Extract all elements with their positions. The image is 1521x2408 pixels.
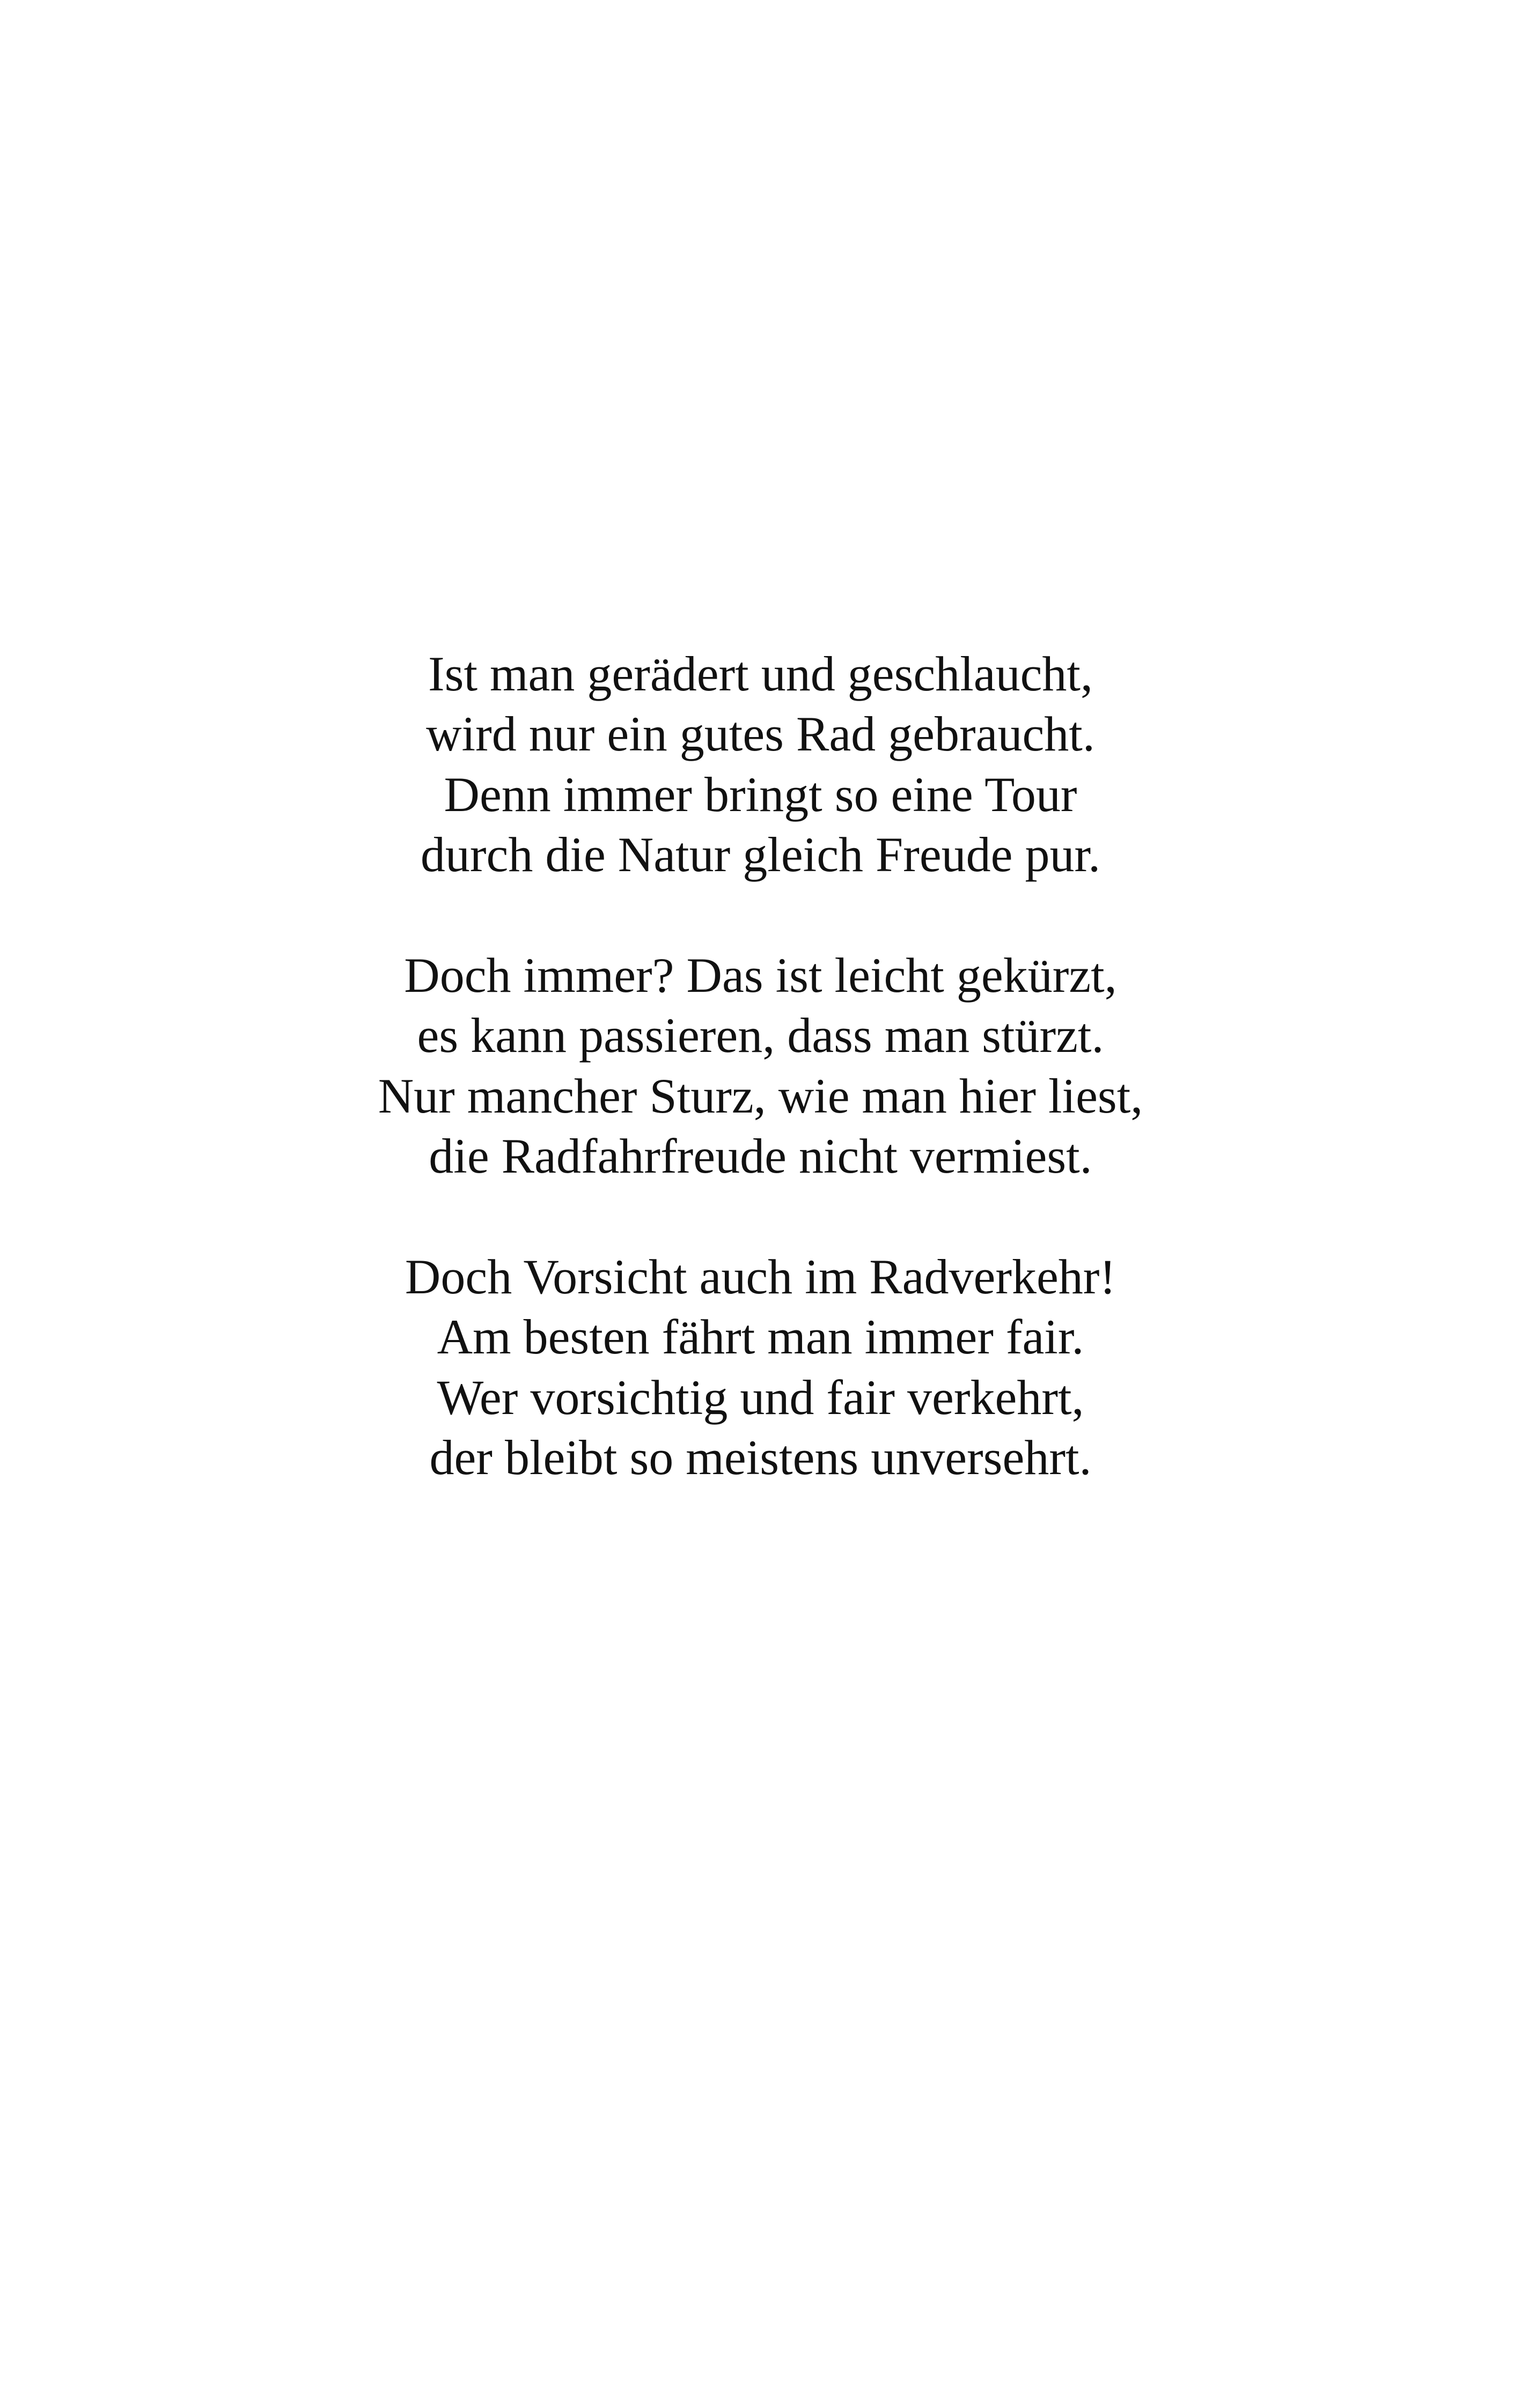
poem-line: die Radfahrfreude nicht vermiest. (429, 1129, 1092, 1184)
poem-line: Ist man gerädert und geschlaucht, (428, 646, 1093, 701)
poem-line: es kann passieren, dass man stürzt. (417, 1008, 1104, 1063)
poem-line: Am besten fährt man immer fair. (437, 1309, 1084, 1365)
stanza-1 (0, 644, 1521, 885)
poem-line: Nur mancher Sturz, wie man hier liest, (378, 1068, 1143, 1123)
poem-line: Wer vorsichtig und fair verkehrt, (437, 1369, 1084, 1425)
poem-line: der bleibt so meistens unversehrt. (429, 1430, 1092, 1485)
poem-line: durch die Natur gleich Freude pur. (420, 827, 1101, 882)
stanza-3 (0, 1247, 1521, 1488)
poem-line: wird nur ein gutes Rad gebraucht. (426, 706, 1095, 762)
stanza-2 (0, 945, 1521, 1187)
poem-line: Denn immer bringt so eine Tour (444, 767, 1077, 822)
poem-line: Doch immer? Das ist leicht gekürzt, (404, 948, 1117, 1003)
poem-line: Doch Vorsicht auch im Radverkehr! (405, 1249, 1116, 1305)
poem (0, 644, 1521, 1488)
